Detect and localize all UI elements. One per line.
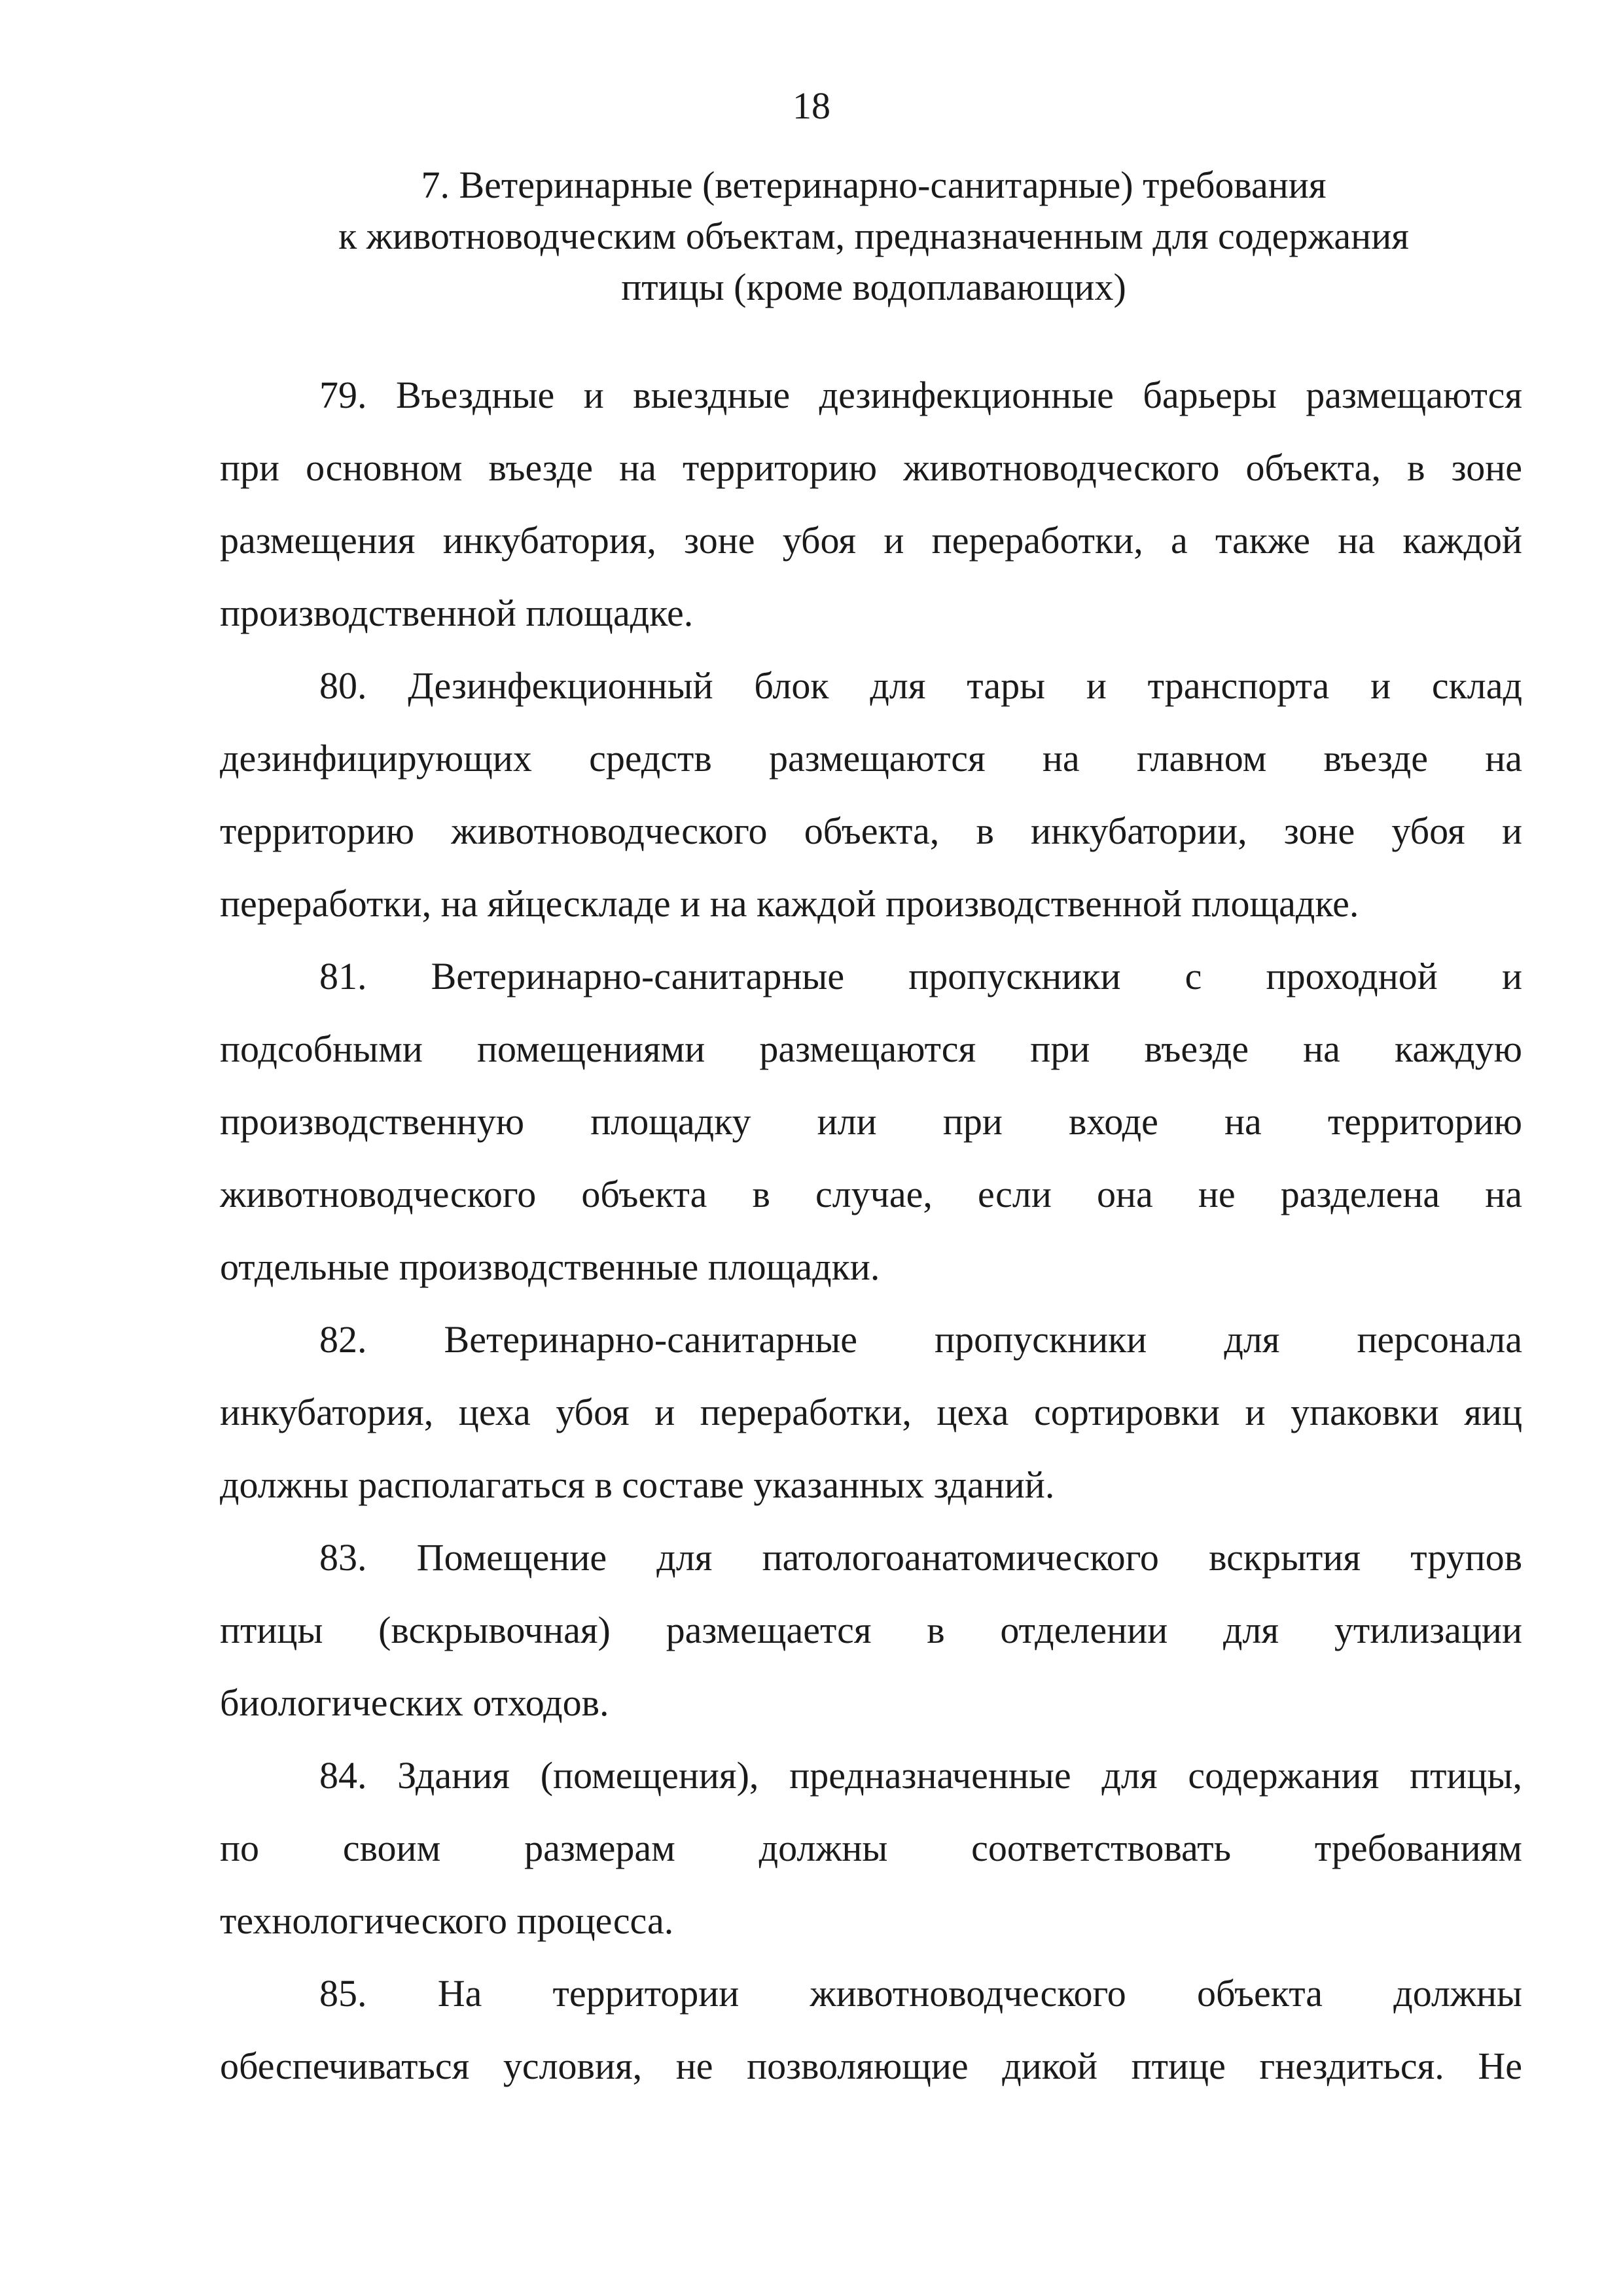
paragraph-line: 85. На территории животноводческого объекта должны xyxy=(319,1972,1522,2015)
paragraph-line: при основном въезде на территорию животноводческого объекта, в зоне xyxy=(220,446,1522,489)
paragraph-82 xyxy=(220,1303,1522,1521)
paragraph-84 xyxy=(220,1739,1522,1957)
section-heading-line: 7. Ветеринарные (ветеринарно-санитарные) требования xyxy=(421,164,1327,206)
paragraph-line: производственной площадке. xyxy=(220,592,694,634)
paragraph-line: территорию животноводческого объекта, в инкубатории, зоне убоя и xyxy=(220,810,1522,852)
page-number: 18 xyxy=(793,84,830,127)
paragraph-line: 80. Дезинфекционный блок для тары и транспорта и склад xyxy=(319,664,1522,707)
paragraph-line: птицы (вскрывочная) размещается в отделении для утилизации xyxy=(220,1609,1522,1651)
paragraph-line: 81. Ветеринарно-санитарные пропускники с проходной и xyxy=(319,955,1522,997)
paragraph-line: производственную площадку или при входе на территорию xyxy=(220,1100,1522,1143)
section-heading-line: птицы (кроме водоплавающих) xyxy=(621,266,1126,308)
paragraph-line: 79. Въездные и выездные дезинфекционные барьеры размещаются xyxy=(319,374,1522,416)
section-heading-line: к животноводческим объектам, предназначенным для содержания xyxy=(338,215,1409,257)
paragraph-line: должны располагаться в составе указанных зданий. xyxy=(220,1463,1055,1506)
paragraph-line: 84. Здания (помещения), предназначенные для содержания птицы, xyxy=(319,1754,1522,1797)
paragraph-line: 82. Ветеринарно-санитарные пропускники для персонала xyxy=(319,1318,1522,1361)
paragraph-line: 83. Помещение для патологоанатомического вскрытия трупов xyxy=(319,1536,1522,1579)
paragraph-81 xyxy=(220,940,1522,1303)
paragraph-line: размещения инкубатория, зоне убоя и переработки, а также на каждой xyxy=(220,519,1522,562)
paragraph-line: переработки, на яйцескладе и на каждой производственной площадке. xyxy=(220,882,1359,925)
paragraph-83 xyxy=(220,1521,1522,1739)
paragraph-line: инкубатория, цеха убоя и переработки, цеха сортировки и упаковки яиц xyxy=(220,1391,1522,1433)
paragraph-79 xyxy=(220,359,1522,649)
paragraph-line: подсобными помещениями размещаются при въезде на каждую xyxy=(220,1028,1522,1070)
paragraph-line: обеспечиваться условия, не позволяющие дикой птице гнездиться. Не xyxy=(220,2045,1522,2087)
paragraph-line: отдельные производственные площадки. xyxy=(220,1246,880,1288)
section-heading xyxy=(223,160,1525,313)
paragraph-line: по своим размерам должны соответствовать требованиям xyxy=(220,1827,1522,1869)
paragraph-line: технологического процесса. xyxy=(220,1899,674,1942)
document-body xyxy=(220,359,1522,2102)
paragraph-line: животноводческого объекта в случае, если она не разделена на xyxy=(220,1173,1522,1215)
paragraph-line: биологических отходов. xyxy=(220,1681,609,1724)
paragraph-85 xyxy=(220,1957,1522,2102)
paragraph-line: дезинфицирующих средств размещаются на главном въезде на xyxy=(220,737,1522,780)
paragraph-80 xyxy=(220,649,1522,940)
